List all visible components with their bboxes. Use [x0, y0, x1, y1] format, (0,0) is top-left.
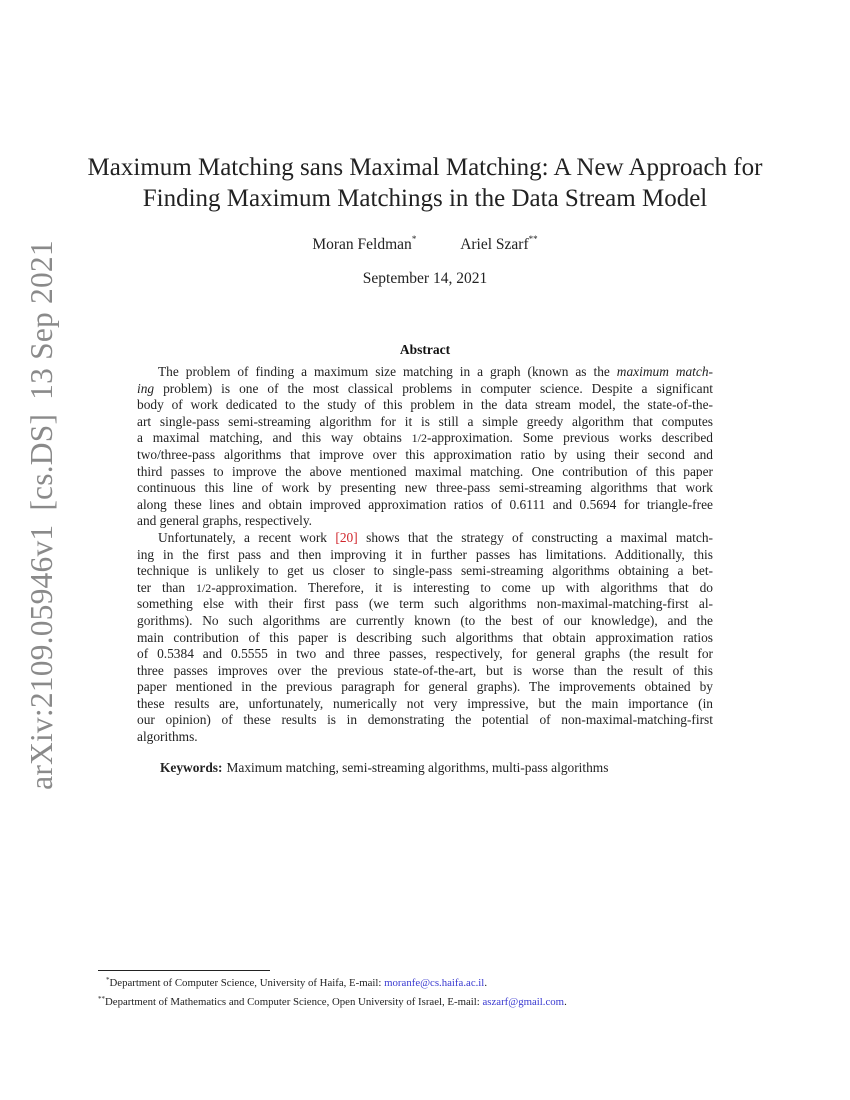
keywords-text: Maximum matching, semi-streaming algorithms, multi-pass algorithms [226, 760, 609, 775]
arxiv-date: 13 Sep 2021 [24, 240, 59, 400]
author-1: Moran Feldman* [312, 234, 417, 253]
arxiv-id[interactable]: arXiv:2109.05946v1 [24, 524, 59, 790]
fraction-half: 1/2 [195, 580, 212, 595]
text-line: main contribution of this paper is describing such algorithms that obtain approximation ratios [137, 629, 713, 645]
author-list [0, 234, 850, 254]
text-line: The problem of finding a maximum size matching in a graph (known as the maximum match- [158, 364, 713, 379]
footnote-divider [98, 970, 270, 971]
text-line: technique is unlikely to get us closer to single-pass semi-streaming algorithms obtaining a bet- [137, 563, 713, 579]
text-line: two/three-pass algorithms that improve over this approximation ratio by using their second and [137, 446, 713, 462]
footnote-mark[interactable]: ** [528, 234, 538, 244]
paper-title [60, 152, 790, 214]
paper-date: September 14, 2021 [362, 270, 488, 287]
text-line: and general graphs, respectively. [137, 513, 312, 529]
arxiv-stamp [24, 226, 60, 790]
footnote-mark[interactable]: * [411, 234, 417, 244]
footnote-2: **Department of Mathematics and Computer Science, Open University of Israel, E-mail: aszarf@gmail.com. [98, 994, 567, 1008]
text-line: along these lines and obtain improved approximation ratios of 0.6111 and 0.5694 for triangle-free [137, 496, 713, 512]
arxiv-category: [cs.DS] [24, 413, 59, 511]
text-line: continuous this line of work by presenting new three-pass semi-streaming algorithms that work [137, 480, 713, 496]
text-line: these results are, unfortunately, numerically not very impressive, but the main importance (in [137, 695, 713, 711]
email-link[interactable]: aszarf@gmail.com [482, 995, 565, 1008]
text-line: third passes to improve the above mentioned maximal matching. One contribution of this paper [137, 463, 713, 479]
footnote-1: *Department of Computer Science, University of Haifa, E-mail: moranfe@cs.haifa.ac.il. [106, 976, 488, 989]
keywords-label: Keywords: [160, 760, 223, 775]
author-2: Ariel Szarf** [460, 234, 538, 253]
title-line-1: Maximum Matching sans Maximal Matching: A New Approach for [87, 154, 763, 181]
keywords [160, 760, 608, 776]
text-line: paper mentioned in the previous paragraph for general graphs). The improvements obtained by [137, 679, 713, 695]
text-line: ing problem) is one of the most classical problems in computer science. Despite a significant [137, 380, 713, 396]
text-line: of 0.5384 and 0.5555 in two and three passes, respectively, for general graphs (the result for [137, 646, 713, 662]
text-line: our opinion) of these results is in demonstrating the potential of non-maximal-matching-first [137, 712, 713, 728]
title-line-2: Finding Maximum Matchings in the Data Stream Model [142, 185, 708, 212]
text-line: art single-pass semi-streaming algorithm for it is still a simple greedy algorithm that computes [137, 413, 713, 429]
text-line: ing in the first pass and then improving it in further passes has limitations. Additionally, this [137, 546, 713, 562]
text-line: three passes improves over the previous state-of-the-art, but is worse than the result of this [137, 662, 713, 678]
fraction-half: 1/2 [411, 431, 427, 446]
text-line: a maximal matching, and this way obtains 1/2-approximation. Some previous works described [137, 430, 713, 446]
abstract-paragraph-2 [137, 530, 713, 746]
text-line: gorithms). No such algorithms are currently known (to the best of our knowledge), and the [137, 612, 713, 628]
footnotes [98, 973, 738, 1010]
text-line: algorithms. [137, 729, 198, 745]
abstract-heading: Abstract [399, 342, 451, 357]
text-line: something else with their first pass (we term such algorithms non-maximal-matching-first al- [137, 596, 713, 612]
citation-link[interactable]: [20] [335, 529, 358, 545]
abstract-body [137, 364, 713, 746]
text-line: body of work dedicated to the study of this problem in the data stream model, the state-of-the- [137, 397, 713, 413]
abstract-paragraph-1 [137, 364, 713, 530]
text-line: Unfortunately, a recent work [20] shows that the strategy of constructing a maximal match- [158, 529, 713, 545]
email-link[interactable]: moranfe@cs.haifa.ac.il [384, 977, 485, 989]
text-line: ter than 1/2-approximation. Therefore, it is interesting to come up with algorithms that do [137, 579, 713, 595]
